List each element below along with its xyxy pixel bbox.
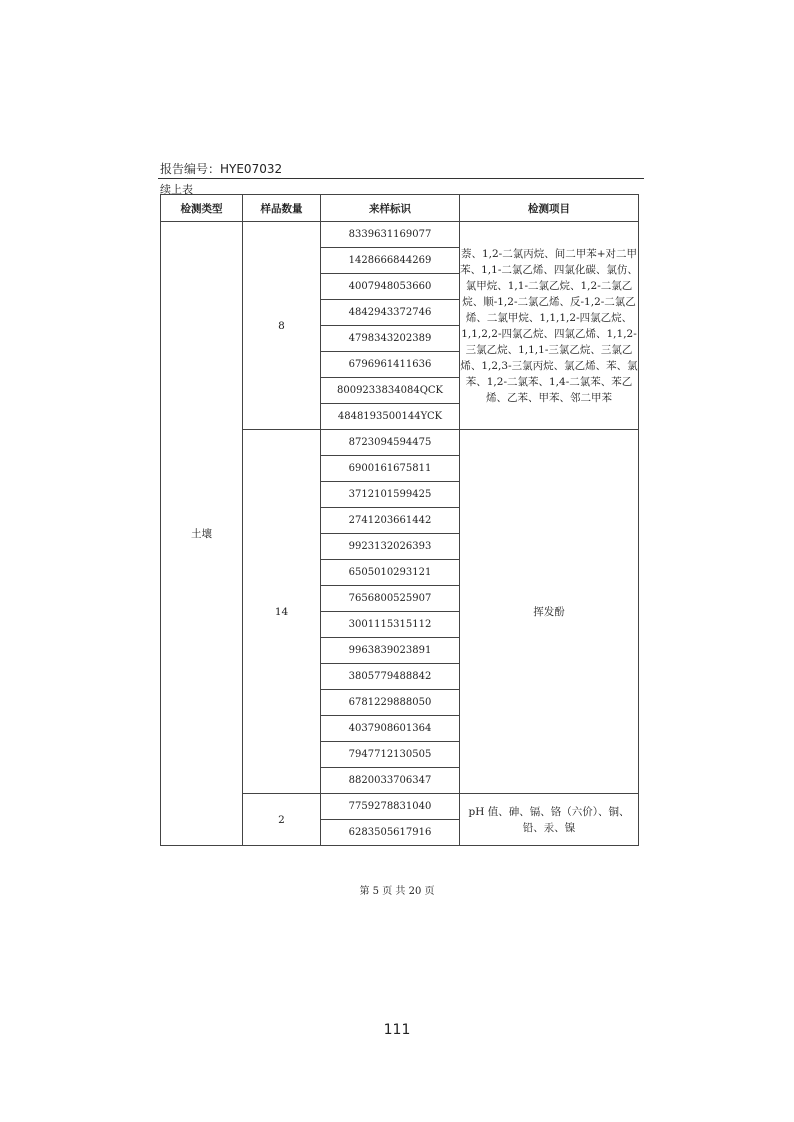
page-info: 第 5 页 共 20 页 [359,886,435,897]
sample-mark-cell: 8339631169077 [321,222,460,248]
detection-items-cell: 萘、1,2-二氯丙烷、间二甲苯+对二甲苯、1,1-二氯乙烯、四氯化碳、氯仿、氯甲烷、1,1-二氯乙烷、1,2-二氯乙烷、顺-1,2-二氯乙烯、反-1,2-二氯乙烯、二氯甲烷、1,1,1,2-四氯乙烷、1,1,2,2-四氯乙烷、四氯乙烯、1,1,2-三氯乙烷、1,1,1-三氯乙烷、三氯乙烯、1,2,3-三氯丙烷、氯乙烯、苯、氯苯、1,2-二氯苯、1,4-二氯苯、苯乙烯、乙苯、甲苯、邻二甲苯 [460,222,639,430]
column-header-mark: 来样标识 [321,195,460,222]
sample-mark-cell: 3805779488842 [321,664,460,690]
sample-mark-cell: 7947712130505 [321,742,460,768]
sample-mark-cell: 6283505617916 [321,820,460,846]
sample-mark-cell: 7759278831040 [321,794,460,820]
sample-mark-cell: 2741203661442 [321,508,460,534]
sample-mark-cell: 1428666844269 [321,248,460,274]
column-header-items: 检测项目 [460,195,639,222]
sample-mark-cell: 6796961411636 [321,352,460,378]
sample-mark-cell: 8009233834084QCK [321,378,460,404]
detection-type-cell: 土壤 [161,222,243,846]
sample-mark-cell: 8820033706347 [321,768,460,794]
header-rule [158,178,644,179]
detection-table [160,194,639,846]
page-number: 111 [383,1022,411,1038]
sample-mark-cell: 3712101599425 [321,482,460,508]
report-number: 报告编号：HYE07032 [160,162,283,176]
detection-items-cell: 挥发酚 [460,430,639,794]
sample-mark-cell: 4848193500144YCK [321,404,460,430]
sample-mark-cell: 4798343202389 [321,326,460,352]
sample-mark-cell: 4842943372746 [321,300,460,326]
continued-label: 续上表 [160,183,193,196]
sample-mark-cell: 9963839023891 [321,638,460,664]
sample-mark-cell: 4007948053660 [321,274,460,300]
sample-mark-cell: 8723094594475 [321,430,460,456]
column-header-type: 检测类型 [161,195,243,222]
sample-count-cell: 14 [243,430,321,794]
sample-count-cell: 2 [243,794,321,846]
detection-items-cell: pH 值、砷、镉、铬（六价）、铜、铅、汞、镍 [460,794,639,846]
table-row [161,222,639,248]
sample-mark-cell: 9923132026393 [321,534,460,560]
sample-count-cell: 8 [243,222,321,430]
sample-mark-cell: 3001115315112 [321,612,460,638]
sample-mark-cell: 4037908601364 [321,716,460,742]
sample-mark-cell: 7656800525907 [321,586,460,612]
sample-mark-cell: 6900161675811 [321,456,460,482]
table-header-row [161,195,639,222]
sample-mark-cell: 6781229888050 [321,690,460,716]
sample-mark-cell: 6505010293121 [321,560,460,586]
column-header-count: 样品数量 [243,195,321,222]
